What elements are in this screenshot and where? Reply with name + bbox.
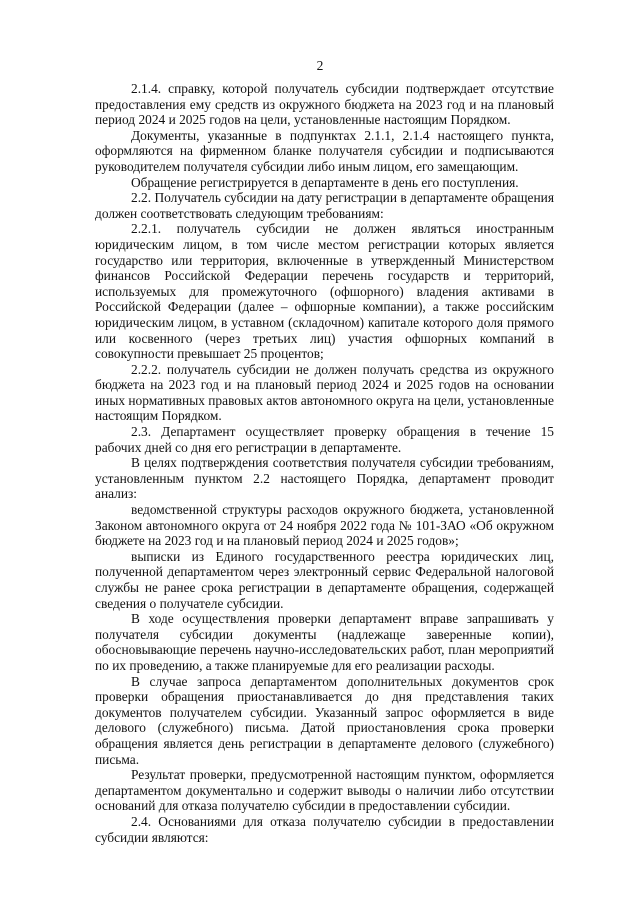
paragraph-registry-extract: выписки из Единого государственного реестра юридических лиц, полученной департаментом через электронный сервис Федеральной налоговой службы не ранее срока регистрации в департаменте обращения, содержащей сведения о получателе субсидии. <box>95 548 554 611</box>
document-body <box>95 81 554 845</box>
paragraph-2-1-4: 2.1.4. справку, которой получатель субсидии подтверждает отсутствие предоставления ему средств из окружного бюджета на 2023 год и на плановый период 2024 и 2025 годов на цели, установленные настоящим Порядком. <box>95 81 554 128</box>
paragraph-verification-purpose: В целях подтверждения соответствия получателя субсидии требованиям, установленным пунктом 2.2 настоящего Порядка, департамент проводит анализ: <box>95 455 554 502</box>
paragraph-2-4: 2.4. Основаниями для отказа получателю субсидии в предоставлении субсидии являются: <box>95 813 554 845</box>
page-number: 2 <box>316 58 324 73</box>
paragraph-budget-structure: ведомственной структуры расходов окружного бюджета, установленной Законом автономного округа от 24 ноября 2022 года № 101-ЗАО «Об окружном бюджете на 2023 год и на плановый период 2024 и 2025 годов»; <box>95 502 554 549</box>
paragraph-2-2-1: 2.2.1. получатель субсидии не должен являться иностранным юридическим лицом, в том числе местом регистрации которых является государство или территория, включенные в утвержденный Министерством финансов Российской Федерации перечень государств и территорий, используемых для промежуточного (офшорного) владения активами в Российской Федерации (далее – офшорные компании), а также российским юридическим лицом, в уставном (складочном) капитале которого доля прямого или косвенного (через третьих лиц) участия офшорных компаний в совокупности превышает 25 процентов; <box>95 221 554 362</box>
paragraph-documents-format: Документы, указанные в подпунктах 2.1.1, 2.1.4 настоящего пункта, оформляются на фирменном бланке получателя субсидии и подписываются руководителем получателя субсидии либо иным лицом, его замещающим. <box>95 127 554 174</box>
paragraph-2-3: 2.3. Департамент осуществляет проверку обращения в течение 15 рабочих дней со дня его регистрации в департаменте. <box>95 424 554 455</box>
paragraph-request-suspension: В случае запроса департаментом дополнительных документов срок проверки обращения приостанавливается до дня представления таких документов получателем субсидии. Указанный запрос оформляется в виде делового (служебного) письма. Датой приостановления срока проверки обращения является день регистрации в департаменте делового (служебного) письма. <box>95 673 554 767</box>
paragraph-document-request: В ходе осуществления проверки департамент вправе запрашивать у получателя субсидии документы (надлежаще заверенные копии), обосновывающие перечень научно-исследовательских работ, план мероприятий по их проведению, а также планируемые для его реализации расходы. <box>95 611 554 673</box>
paragraph-2-2: 2.2. Получатель субсидии на дату регистрации в департаменте обращения должен соответствовать следующим требованиям: <box>95 190 554 221</box>
paragraph-registration: Обращение регистрируется в департаменте в день его поступления. <box>131 174 519 190</box>
paragraph-2-2-2: 2.2.2. получатель субсидии не должен получать средства из окружного бюджета на 2023 год и на плановый период 2024 и 2025 годов на основании иных нормативных правовых актов автономного округа на цели, установленные настоящим Порядком. <box>95 361 554 424</box>
paragraph-verification-result: Результат проверки, предусмотренной настоящим пунктом, оформляется департаментом документально и содержит выводы о наличии либо отсутствии оснований для отказа получателю субсидии в предоставлении субсидии. <box>95 767 554 814</box>
